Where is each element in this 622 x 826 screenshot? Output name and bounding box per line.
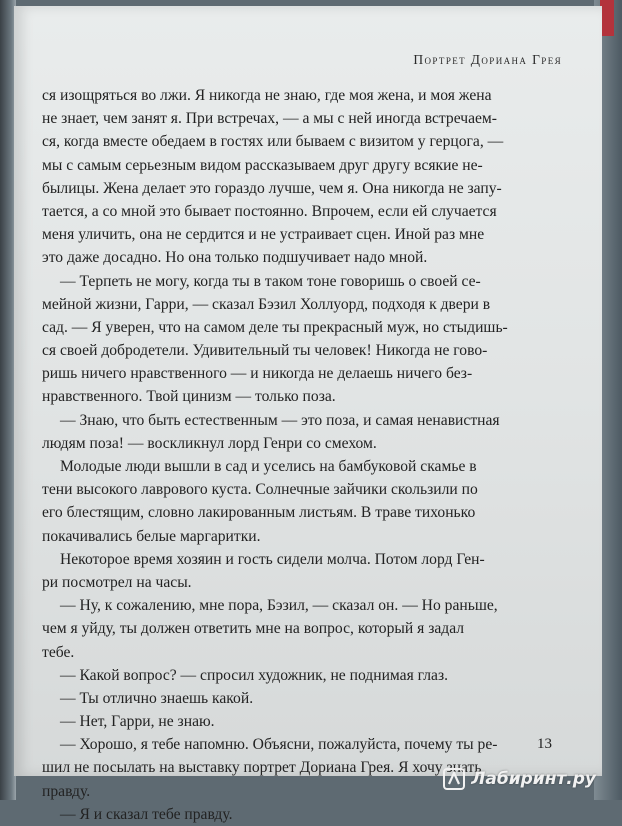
text-line: нравственного. Твой цинизм — только поза. [42,388,336,406]
text-line: тается, а со мной это бывает постоянно. Впрочем, если ей случается [42,202,497,220]
text-line: покачивались белые маргаритки. [42,527,261,545]
watermark [443,768,596,790]
text-line: ся изощряться во лжи. Я никогда не знаю, где моя жена, и моя жена [42,87,492,104]
page-text [42,84,552,826]
text-line: — Нет, Гарри, не знаю. [60,713,215,731]
text-line: мейной жизни, Гарри, — сказал Бэзил Холлуорд, подходя к двери в [42,295,491,313]
text-line: людям поза! — воскликнул лорд Генри со смехом. [42,434,377,452]
text-line: чем я уйду, ты должен ответить мне на вопрос, который я задал [42,620,465,638]
text-line: — Ты отлично знаешь какой. [60,689,254,707]
text-line: правду. [42,782,91,800]
watermark-text: Лабиринт.ру [471,769,596,789]
text-line: ся, когда вместе обедаем в гостях или бываем с визитом у герцога, — [42,133,504,151]
text-line: — Ну, к сожалению, мне пора, Бэзил, — сказал он. — Но раньше, [60,597,498,615]
labirint-logo-icon [443,768,465,790]
text-line: — Хорошо, я тебе напомню. Объясни, пожалуйста, почему ты ре- [60,736,498,754]
text-line: Молодые люди вышли в сад и уселись на бамбуковой скамье в [60,458,477,475]
text-line: — Терпеть не могу, когда ты в таком тоне говоришь о своей се- [60,272,481,290]
text-line: тебе. [42,643,75,661]
text-line: ри посмотрел на часы. [42,573,192,591]
background-red-object [600,0,614,36]
page-number: 13 [537,736,552,752]
text-line: сад. — Я уверен, что на самом деле ты прекрасный муж, но стыдишь- [42,318,508,336]
text-line: меня уличить, она не сердится и не устраивает сцен. Иной раз мне [42,226,485,244]
text-line: тени высокого лаврового куста. Солнечные зайчики скользили по [42,481,478,499]
text-line: не знает, чем занят я. При встречах, — а мы с ней иногда встречаем- [42,110,497,128]
text-line: Некоторое время хозяин и гость сидели молча. Потом лорд Ген- [60,550,485,568]
text-line: ришь ничего нравственного — и никогда не делаешь ничего без- [42,365,473,383]
text-line: его блестящим, словно лакированным листьям. В траве тихонько [42,504,476,522]
text-line: ся своей добродетели. Удивительный ты человек! Никогда не гово- [42,342,488,360]
text-line: — Я и сказал тебе правду. [60,805,233,823]
text-line: — Знаю, что быть естественным — это поза, и самая ненавистная [60,411,500,429]
text-line: мы с самым серьезным видом рассказываем друг другу всякие не- [42,156,483,174]
text-line: былицы. Жена делает это гораздо лучше, чем я. Она никогда не запу- [42,179,502,197]
running-head: Портрет Дориана Грея [413,52,562,67]
text-line: шил не посылать на выставку портрет Дориана Грея. Я хочу знать [42,759,482,777]
text-line: — Какой вопрос? — спросил художник, не поднимая глаз. [60,666,449,684]
text-line: это даже досадно. Но она только подшучивает надо мной. [42,249,428,267]
